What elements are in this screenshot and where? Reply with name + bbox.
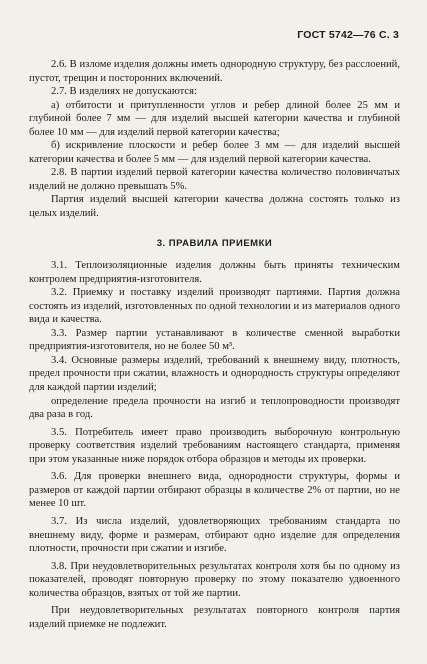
paragraph-3-3: 3.3. Размер партии устанавливают в количестве сменной выработки предприятия-изготовителя, но не более 50 м³. — [29, 327, 400, 353]
paragraph-2-7-b: б) искривление плоскости и ребер более 3 мм — для изделий высшей категории качества и более 5 мм — для изделий первой категории качества. — [29, 140, 400, 165]
section-title: 3. ПРАВИЛА ПРИЕМКИ — [156, 237, 273, 249]
page-body — [29, 58, 400, 631]
paragraph-3-1: 3.1. Теплоизоляционные изделия должны быть приняты техническим контролем предприятия-изготовителя. — [29, 260, 400, 285]
paragraph-2-6: 2.6. В изломе изделия должны иметь однородную структуру, без расслоений, пустот, трещин и посторонних включений. — [29, 59, 400, 84]
paragraph-2-7: 2.7. В изделиях не допускаются: — [51, 86, 197, 98]
running-head: ГОСТ 5742—76 С. 3 — [297, 29, 399, 41]
paragraph-3-4: 3.4. Основные размеры изделий, требований к внешнему виду, плотность, предел прочности при сжатии, влажность и однородность структуры определяют для каждой партии изделий; — [29, 354, 400, 394]
paragraph-3-8-continued: При неудовлетворительных результатах повторного контроля партия изделий приемке не подлежит. — [29, 605, 400, 630]
paragraph-2-7-a: а) отбитости и притупленности углов и ребер длиной более 25 мм и глубиной более 7 мм — для изделий высшей категории качества и глубиной более 10 мм — для изделий первой категории качества; — [29, 99, 400, 138]
paragraph-2-8-continued: Партия изделий высшей категории качества должна состоять только из целых изделий. — [29, 194, 400, 220]
paragraph-3-5: 3.5. Потребитель имеет право производить выборочную контрольную проверку соответствия изделий требованиям настоящего стандарта, применяя при этом указанные ниже порядок отбора образцов и методы их проверки. — [29, 426, 400, 465]
paragraph-3-7: 3.7. Из числа изделий, удовлетворяющих требованиям стандарта по внешнему виду, форме и размерам, отбирают одно изделие для определения плотности, прочности при сжатии и изгибе. — [29, 515, 400, 555]
paragraph-2-8: 2.8. В партии изделий первой категории качества количество половинчатых изделий не должно превышать 5%. — [29, 167, 400, 192]
paragraph-3-4-continued: определение предела прочности на изгиб и теплопроводности производят два раза в год. — [29, 395, 400, 421]
paragraph-3-2: 3.2. Приемку и поставку изделий производят партиями. Партия должна состоять из изделий, изготовленных по одной технологии и из материалов одного вида и качества. — [29, 287, 400, 326]
paragraph-3-8: 3.8. При неудовлетворительных результатах контроля хотя бы по одному из показателей, проводят повторную проверку по этому показателю удвоенного количества образцов, взятых от той же партии. — [29, 560, 400, 599]
paragraph-3-6: 3.6. Для проверки внешнего вида, однородности структуры, формы и размеров от каждой партии отбирают образцы в количестве 2% от партии, но не менее 10 шт. — [29, 471, 400, 510]
